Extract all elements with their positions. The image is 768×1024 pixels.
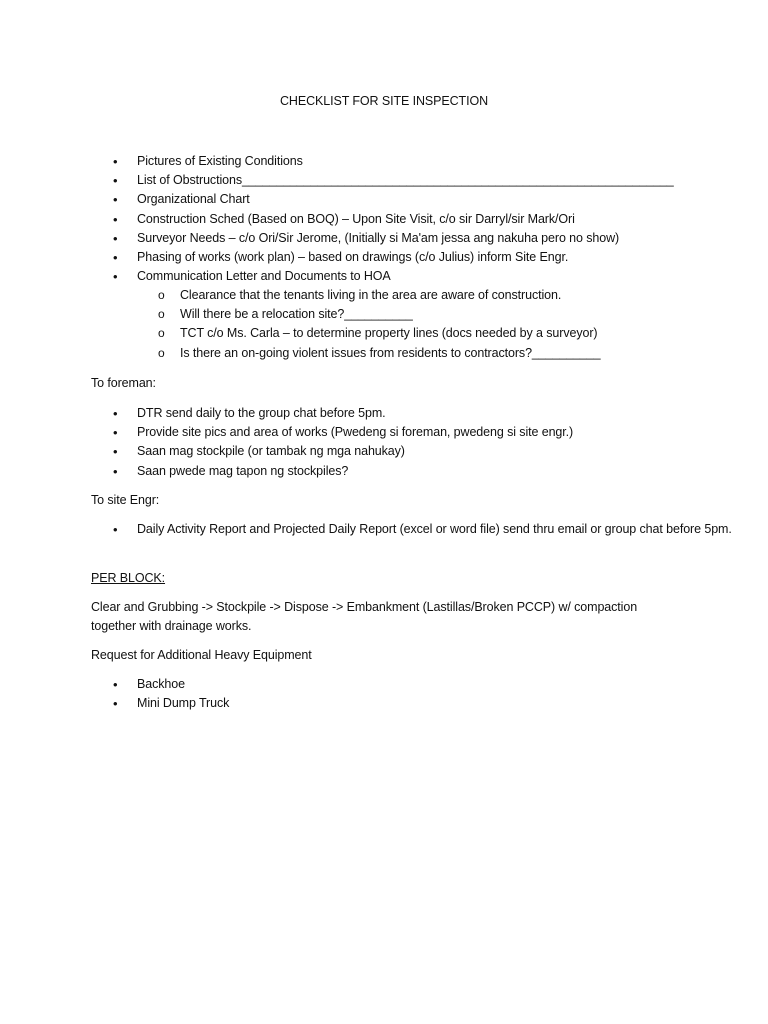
list-item: • Construction Sched (Based on BOQ) – Upon Site Visit, c/o sir Darryl/sir Mark/Ori [113,210,674,229]
equipment-checklist [113,675,229,713]
list-item: • List of Obstructions_______________________________________________________________ [113,171,674,190]
list-item: • Backhoe [113,675,229,694]
list-item: • Saan pwede mag tapon ng stockpiles? [113,462,573,481]
sub-list-item: o Is there an on-going violent issues from residents to contractors?__________ [158,344,600,363]
list-item: • Daily Activity Report and Projected Daily Report (excel or word file) send thru email or group chat before 5pm. [113,520,673,539]
site-engr-checklist [113,520,732,539]
per-block-heading: PER BLOCK: [91,571,166,585]
hoa-sub-checklist [158,286,600,363]
list-item: • Phasing of works (work plan) – based on drawings (c/o Julius) inform Site Engr. [113,248,674,267]
sub-list-item: o Clearance that the tenants living in the area are aware of construction. [158,286,600,305]
list-item: • Organizational Chart [113,190,674,209]
sub-list-item: o Will there be a relocation site?__________ [158,305,600,324]
page-title: CHECKLIST FOR SITE INSPECTION [279,94,488,108]
equipment-heading: Request for Additional Heavy Equipment [91,648,312,662]
list-item: • DTR send daily to the group chat before 5pm. [113,404,573,423]
sub-list-item: o TCT c/o Ms. Carla – to determine property lines (docs needed by a surveyor) [158,324,600,343]
per-block-text: Clear and Grubbing -> Stockpile -> Dispose -> Embankment (Lastillas/Broken PCCP) w/ compaction together with drainage works. [91,600,638,633]
list-item: • Pictures of Existing Conditions [113,152,674,171]
foreman-heading: To foreman: [91,376,156,390]
list-item: • Saan mag stockpile (or tambak ng mga nahukay) [113,442,573,461]
foreman-checklist [113,404,573,481]
site-engr-heading: To site Engr: [91,493,160,507]
list-item: • Provide site pics and area of works (Pwedeng si foreman, pwedeng si site engr.) [113,423,573,442]
list-item: • Communication Letter and Documents to HOA [113,267,674,286]
list-item: • Surveyor Needs – c/o Ori/Sir Jerome, (Initially si Ma'am jessa ang nakuha pero no show) [113,229,674,248]
list-item: • Mini Dump Truck [113,694,229,713]
main-checklist [113,152,674,286]
